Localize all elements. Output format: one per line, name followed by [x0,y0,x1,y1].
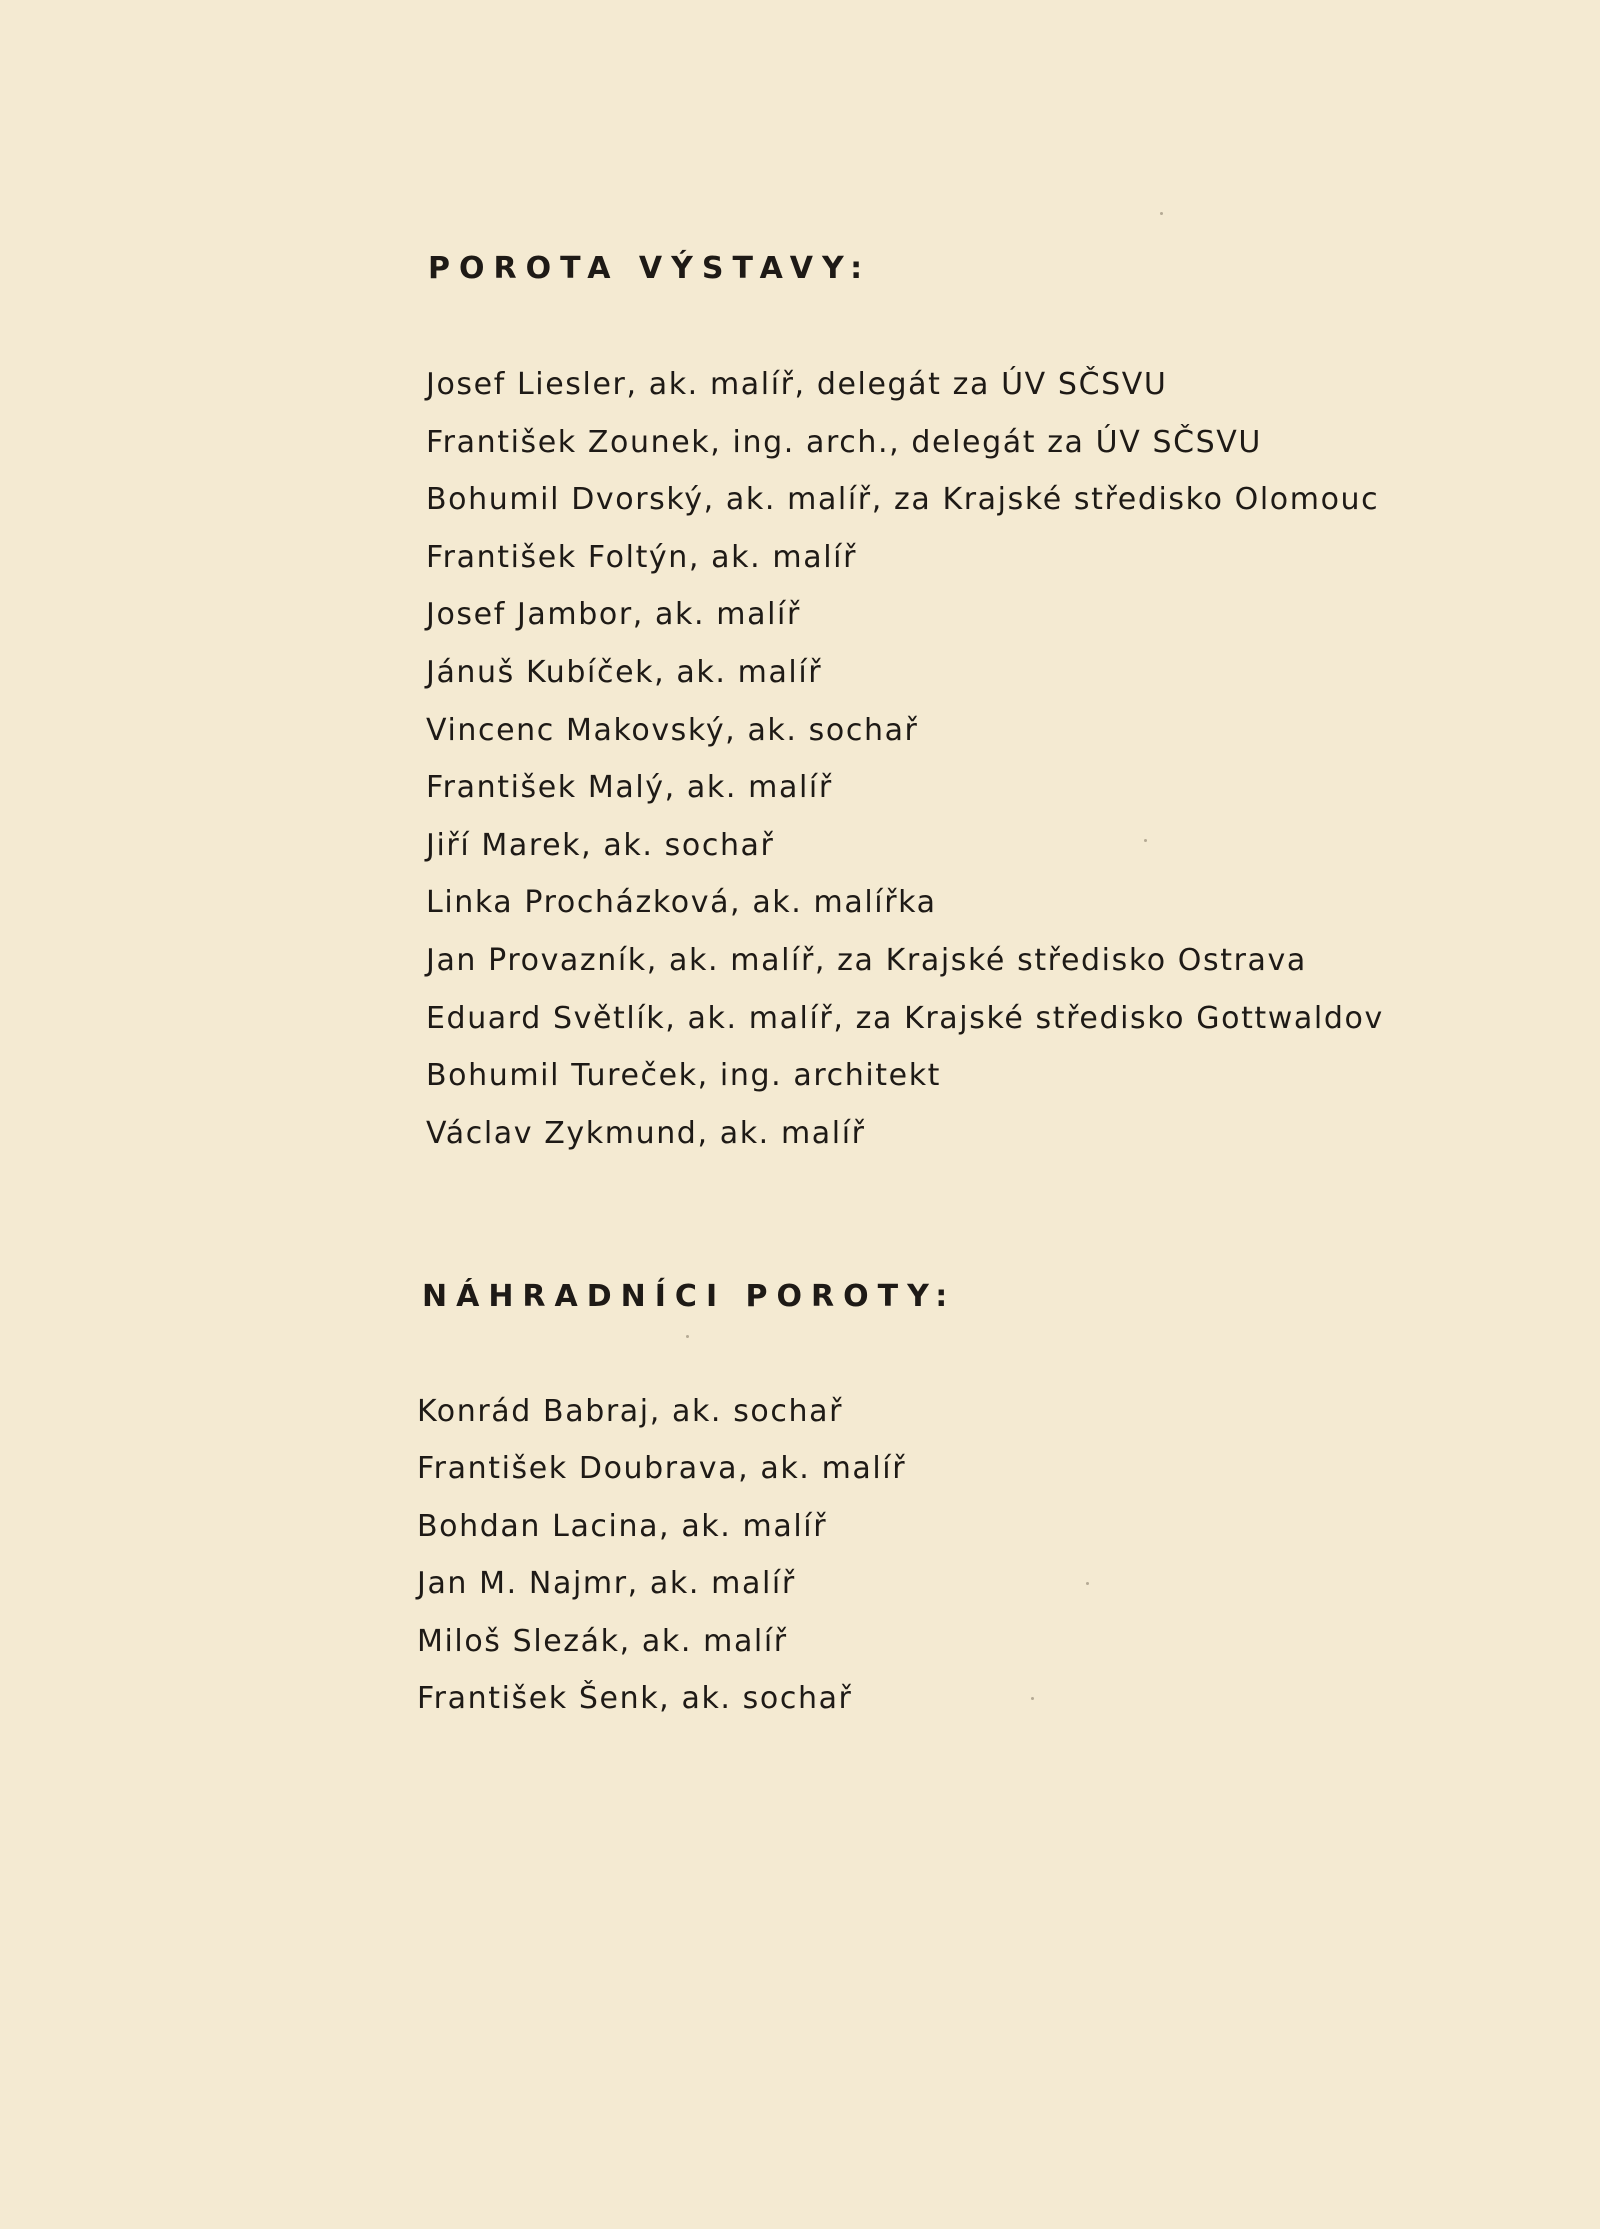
jury-member: Jan Provazník, ak. malíř, za Krajské středisko Ostrava [426,942,1307,978]
paper-speck [1086,1582,1089,1585]
jury-member: Eduard Světlík, ak. malíř, za Krajské středisko Gottwaldov [426,1000,1384,1036]
paper-speck [1031,1697,1034,1700]
substitutes-heading: NÁHRADNÍCI POROTY: [422,1279,957,1314]
jury-list [426,356,1384,1162]
jury-member: Jiří Marek, ak. sochař [426,827,775,863]
jury-member: Václav Zykmund, ak. malíř [426,1115,866,1151]
jury-member: Bohumil Tureček, ing. architekt [426,1058,942,1094]
substitute-member: Bohdan Lacina, ak. malíř [417,1508,828,1544]
paper-speck [686,1335,689,1338]
substitute-member: František Šenk, ak. sochař [417,1681,853,1717]
substitute-member: Miloš Slezák, ak. malíř [417,1623,788,1659]
jury-member: Vincenc Makovský, ak. sochař [426,712,919,748]
jury-member: Bohumil Dvorský, ak. malíř, za Krajské středisko Olomouc [426,482,1380,518]
jury-member: František Malý, ak. malíř [426,770,833,806]
substitute-member: Jan M. Najmr, ak. malíř [417,1566,796,1602]
substitute-member: Konrád Babraj, ak. sochař [417,1394,844,1429]
substitutes-list [417,1383,906,1727]
jury-member: Linka Procházková, ak. malířka [426,885,937,921]
paper-speck [1160,212,1163,215]
jury-heading: POROTA VÝSTAVY: [428,251,872,286]
jury-member: František Foltýn, ak. malíř [426,539,858,575]
jury-member: Josef Liesler, ak. malíř, delegát za ÚV SČSVU [426,367,1168,402]
jury-member: František Zounek, ing. arch., delegát za ÚV SČSVU [426,424,1262,460]
substitute-member: František Doubrava, ak. malíř [417,1451,907,1487]
jury-member: Josef Jambor, ak. malíř [426,597,801,633]
jury-member: Jánuš Kubíček, ak. malíř [426,654,823,690]
paper-speck [1144,839,1147,842]
